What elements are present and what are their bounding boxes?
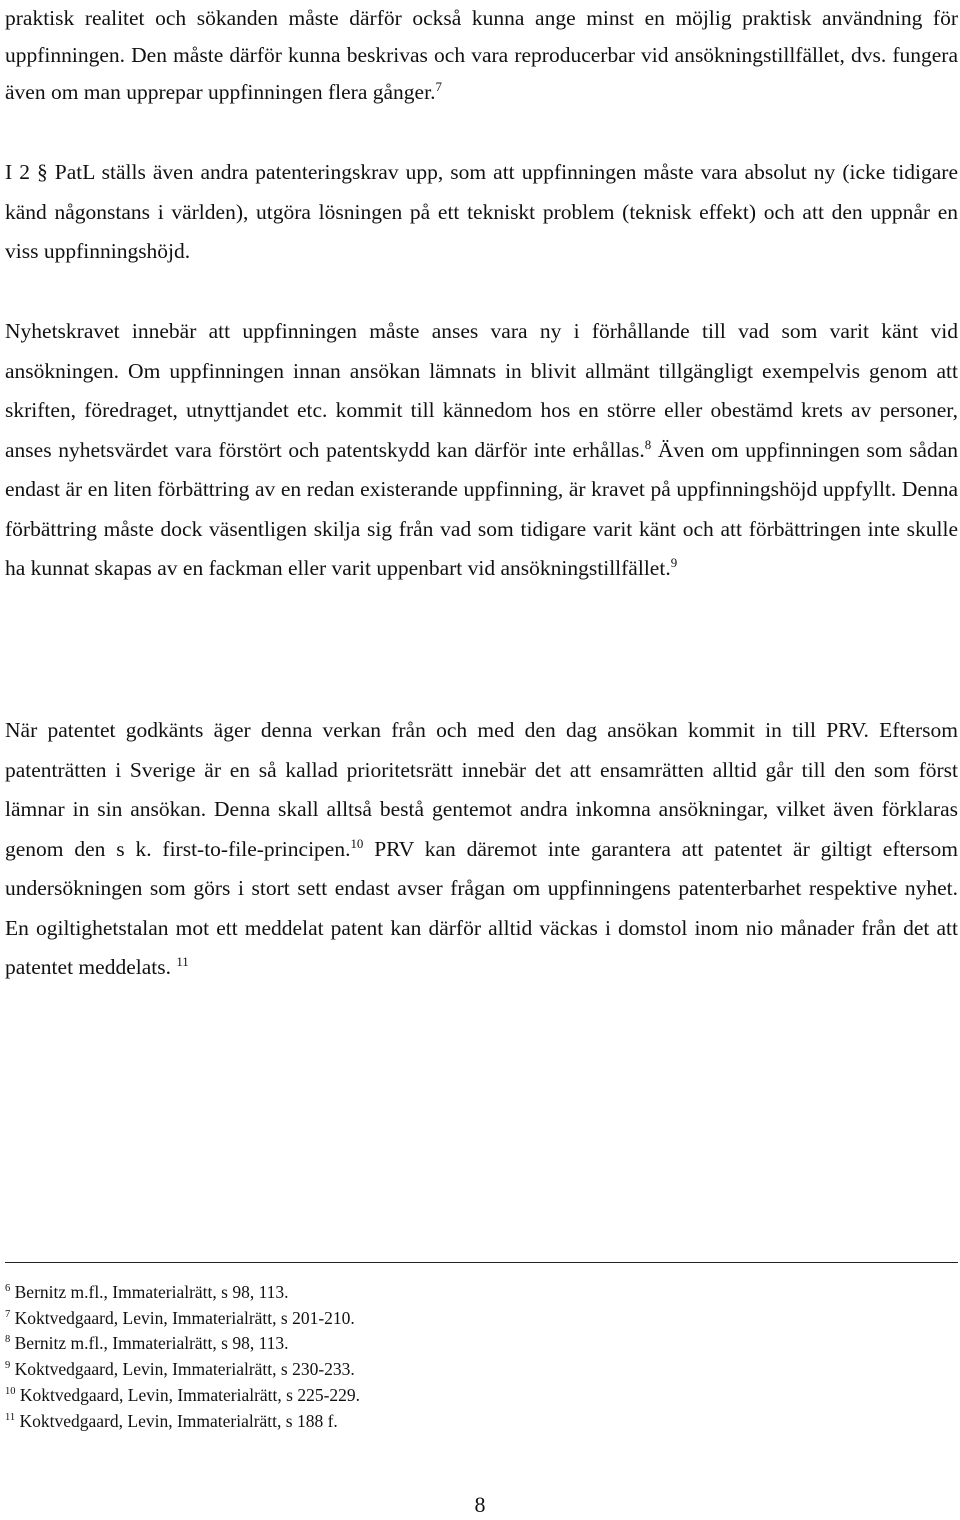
- footnote-number: 11: [5, 1411, 16, 1423]
- footnote-number: 7: [5, 1308, 11, 1320]
- paragraph-text: praktisk realitet och sökanden måste därför också kunna ange minst en möjlig praktisk användning för uppfinningen. Den måste därför kunna beskrivas och vara reproducerbar vid ansökningstillfället, dvs. fungera även om man upprepar uppfinningen flera gånger.: [5, 6, 958, 104]
- page-number: 8: [474, 1492, 486, 1517]
- footnote-ref: 11: [176, 954, 189, 969]
- footnote: [5, 1331, 958, 1357]
- footnote-ref: 9: [670, 555, 678, 570]
- footnote-number: 10: [5, 1385, 16, 1397]
- footnote-number: 8: [5, 1334, 11, 1346]
- paragraph-text: Nyhetskravet innebär att uppfinningen måste anses vara ny i förhållande till vad som varit känt vid ansökningen. Om uppfinningen innan ansökan lämnats in blivit allmänt tillgängligt exempelvis genom att skriften, föredraget, utnyttjandet etc. kommit till kännedom hos en större eller obestämd krets av personer, anses nyhetsvärdet vara förstört och patentskydd kan därför inte erhållas.: [5, 319, 958, 462]
- paragraph-text: När patentet godkänts äger denna verkan från och med den dag ansökan kommit in till PRV. Eftersom patenträtten i Sverige är en så kallad prioritetsrätt innebär det att ensamrätten alltid går till den som först lämnar in sin ansökan. Denna skall alltså bestå gentemot andra inkomna ansökningar, vilket även förklaras genom den s k. first-to-file-principen.: [5, 718, 958, 861]
- footnote-text: Bernitz m.fl., Immaterialrätt, s 98, 113.: [10, 1282, 289, 1302]
- footnote-separator: [5, 1262, 958, 1263]
- footnote-ref: 7: [435, 79, 442, 94]
- paragraph-requirements: [5, 153, 958, 272]
- footnote-text: Koktvedgaard, Levin, Immaterialrätt, s 201-210.: [10, 1307, 355, 1328]
- paragraph-novelty: [5, 312, 958, 589]
- paragraph-usability: [5, 0, 958, 111]
- footnotes-section: [5, 1280, 958, 1434]
- footnote-number: 6: [5, 1283, 11, 1295]
- footnote-number: 9: [5, 1360, 11, 1372]
- footnote: [5, 1306, 958, 1332]
- footnote: [5, 1409, 958, 1435]
- footnote-text: Koktvedgaard, Levin, Immaterialrätt, s 230-233.: [10, 1359, 355, 1380]
- footnote-ref: 8: [644, 437, 652, 452]
- footnote: [5, 1357, 958, 1383]
- paragraph-text: PRV kan däremot inte garantera att patentet är giltigt eftersom undersökningen som görs i stort sett endast avser frågan om uppfinningens patenterbarhet respektive nyhet. En ogiltighetstalan mot ett meddelat patent kan därför alltid väckas i domstol inom nio månader från det att patentet meddelats.: [5, 836, 958, 979]
- footnote: [5, 1383, 958, 1409]
- paragraph-text: Även om uppfinningen som sådan endast är en liten förbättring av en redan existerande uppfinning, är kravet på uppfinningshöjd uppfyllt. Denna förbättring måste dock väsentligen skilja sig från vad som tidigare varit känt och att förbättringen inte skulle ha kunnat skapas av en fackman eller varit uppenbart vid ansökningstillfället.: [5, 437, 958, 580]
- paragraph-priority: [5, 711, 958, 988]
- footnote-text: Bernitz m.fl., Immaterialrätt, s 98, 113.: [10, 1333, 289, 1354]
- footnote-ref: 10: [350, 836, 364, 851]
- footnote: [5, 1280, 958, 1306]
- footnote-text: Koktvedgaard, Levin, Immaterialrätt, s 225-229.: [15, 1384, 361, 1405]
- footnote-text: Koktvedgaard, Levin, Immaterialrätt, s 188 f.: [15, 1410, 338, 1431]
- paragraph-text: I 2 § PatL ställs även andra patenteringskrav upp, som att uppfinningen måste vara absolut ny (icke tidigare känd någonstans i världen), utgöra lösningen på ett tekniskt problem (teknisk effekt) och att den uppnår en viss uppfinningshöjd.: [5, 160, 958, 263]
